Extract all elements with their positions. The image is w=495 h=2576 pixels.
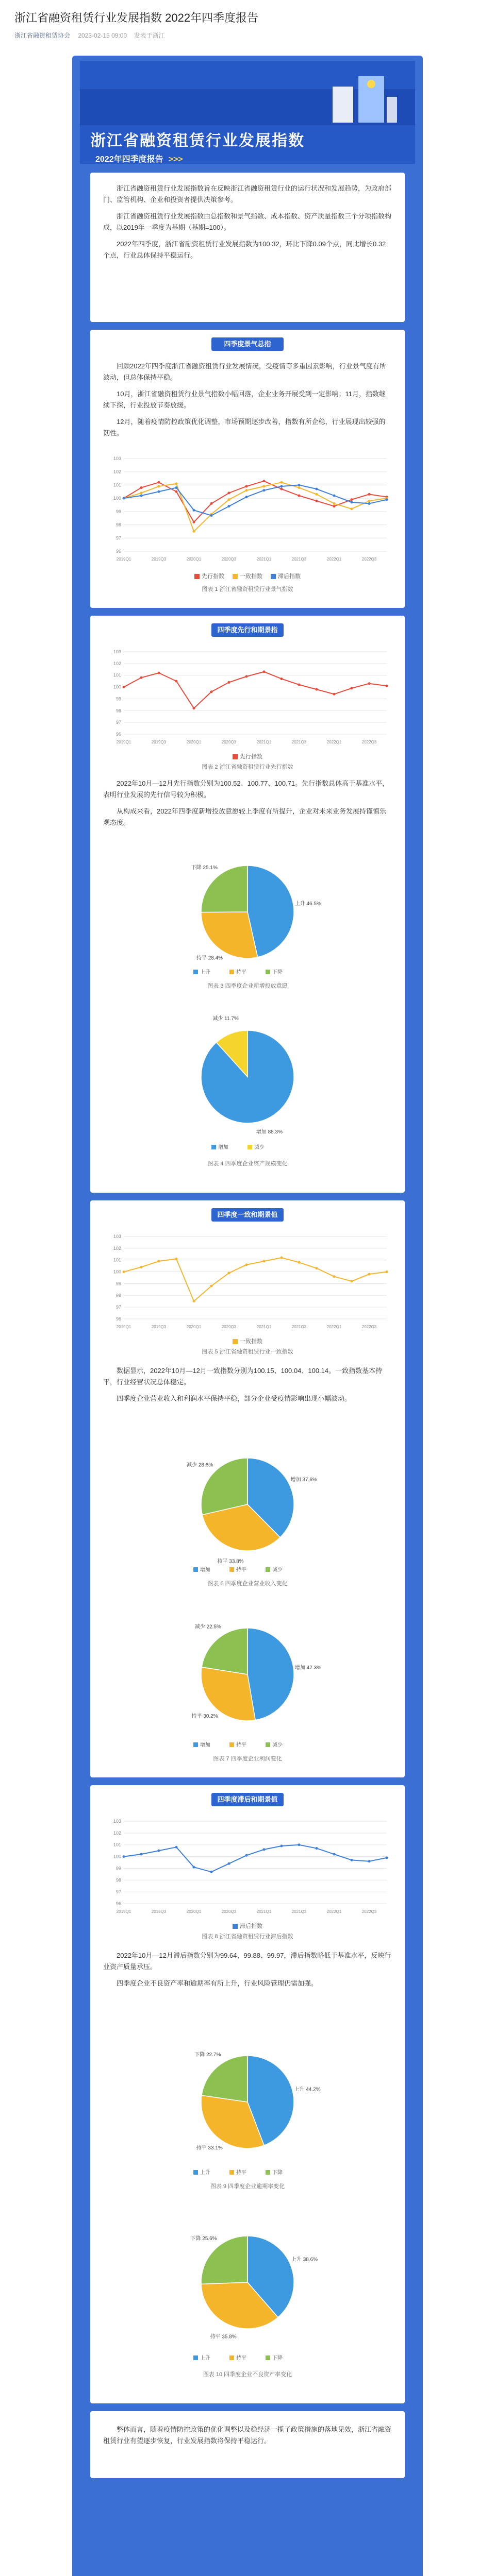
- data-point: [228, 1272, 230, 1274]
- article-meta: [14, 31, 170, 40]
- pie-data-label: 下降 22.7%: [194, 2052, 221, 2058]
- pie-data-label: 持平 33.1%: [196, 2145, 223, 2151]
- section2-text: [103, 778, 392, 834]
- x-tick-label: 2020Q1: [186, 557, 202, 562]
- data-point: [140, 676, 143, 679]
- hero-subtitle: [95, 152, 183, 164]
- data-point: [193, 521, 195, 523]
- legend-label: 先行指数: [240, 754, 262, 760]
- y-tick-label: 101: [113, 1842, 121, 1848]
- pie-data-label: 下降 25.6%: [190, 2236, 217, 2242]
- section3-paragraph: 数据显示，2022年10月—12月一致指数分别为100.15、100.04、100.14。一致指数基本持平，行业经营状况总体稳定。: [103, 1367, 383, 1386]
- x-tick-label: 2020Q3: [221, 557, 237, 562]
- y-tick-label: 98: [116, 522, 121, 528]
- legend-swatch: [266, 2170, 270, 2175]
- data-point: [193, 509, 195, 512]
- data-point: [316, 1267, 318, 1269]
- section2-paragraph: 2022年10月—12月先行指数分别为100.52、100.77、100.71。先行指数总体高于基准水平，表明行业发展的先行信号较为积极。: [103, 779, 389, 799]
- y-tick-label: 103: [113, 649, 121, 654]
- pie4-caption: 图表 7 四季度企业利润变化: [213, 1756, 282, 1762]
- data-point: [368, 1860, 371, 1862]
- y-tick-label: 103: [113, 456, 121, 461]
- y-tick-label: 96: [116, 1901, 121, 1906]
- x-tick-label: 2021Q3: [291, 557, 307, 562]
- section3-paragraph: 四季度企业营业收入和利润水平保持平稳，部分企业受疫情影响出现小幅波动。: [117, 1395, 352, 1402]
- x-tick-label: 2019Q1: [116, 1325, 131, 1329]
- y-tick-label: 102: [113, 660, 121, 666]
- legend-label: 下降: [272, 2170, 283, 2176]
- pie-revenue: [103, 1443, 392, 1577]
- data-point: [351, 507, 353, 510]
- legend-swatch: [248, 1145, 252, 1149]
- y-tick-label: 102: [113, 1830, 121, 1836]
- chart3-legend: [103, 1337, 392, 1345]
- section2-paragraph: 从构成来看，2022年四季度新增投放意愿较上季度有所提升，企业对未来业务发展持谨慎乐观态度。: [103, 807, 386, 826]
- data-point: [280, 1845, 283, 1848]
- series-line: [124, 1258, 387, 1301]
- data-point: [140, 1853, 143, 1856]
- x-tick-label: 2020Q1: [186, 1909, 202, 1914]
- x-tick-label: 2020Q1: [186, 1325, 202, 1329]
- legend-label: 滞后指数: [240, 1923, 262, 1929]
- data-point: [140, 492, 143, 494]
- data-point: [386, 498, 388, 501]
- data-point: [123, 686, 125, 688]
- x-tick-label: 2019Q3: [151, 1325, 167, 1329]
- pie2-caption: 图表 4 四季度企业资产规模变化: [207, 1161, 288, 1167]
- legend-swatch: [233, 574, 238, 579]
- chart-composite-index: [103, 453, 392, 567]
- data-point: [123, 1270, 125, 1273]
- data-point: [298, 484, 301, 486]
- y-tick-label: 97: [116, 1889, 121, 1895]
- legend-label: 滞后指数: [278, 573, 301, 580]
- data-point: [228, 505, 230, 507]
- x-tick-label: 2022Q1: [326, 1325, 342, 1329]
- pie-asset-scale: [103, 1010, 392, 1154]
- pie5-caption: 图表 9 四季度企业逾期率变化: [210, 2183, 285, 2190]
- data-point: [368, 1273, 371, 1276]
- data-point: [316, 688, 318, 691]
- x-tick-label: 2019Q3: [151, 740, 167, 744]
- data-point: [386, 1856, 388, 1859]
- data-point: [210, 690, 213, 693]
- data-point: [123, 497, 125, 500]
- pie-data-label: 持平 35.8%: [210, 2334, 237, 2340]
- data-point: [210, 1285, 213, 1287]
- x-tick-label: 2019Q3: [151, 1909, 167, 1914]
- data-point: [298, 486, 301, 489]
- data-point: [298, 1843, 301, 1846]
- y-tick-label: 96: [116, 1316, 121, 1321]
- x-tick-label: 2022Q1: [326, 1909, 342, 1914]
- data-point: [333, 505, 336, 507]
- section4-paragraph: 四季度企业不良资产率和逾期率有所上升，行业风险管理仍需加强。: [117, 1979, 318, 1987]
- data-point: [228, 498, 230, 501]
- legend-swatch: [229, 1567, 234, 1572]
- legend-label: 上升: [200, 970, 210, 975]
- y-tick-label: 96: [116, 549, 121, 554]
- pie-overdue-rate: [103, 2035, 392, 2179]
- data-point: [368, 500, 371, 502]
- legend-label: 上升: [200, 2170, 210, 2176]
- pie-data-label: 上升 46.5%: [294, 901, 321, 907]
- data-point: [158, 672, 160, 674]
- data-point: [210, 502, 213, 505]
- y-tick-label: 98: [116, 1293, 121, 1298]
- pie-slice: [202, 1628, 248, 1674]
- pie-slice: [248, 1628, 294, 1720]
- y-tick-label: 98: [116, 1877, 121, 1883]
- legend-swatch: [194, 574, 200, 579]
- legend-swatch: [233, 1339, 238, 1344]
- y-tick-label: 100: [113, 1269, 121, 1275]
- legend-label: 持平: [236, 2170, 246, 2176]
- x-tick-label: 2021Q1: [256, 740, 272, 744]
- data-point: [193, 1866, 195, 1869]
- legend-label: 增加: [200, 1742, 210, 1748]
- data-point: [263, 1848, 266, 1851]
- section1-paragraph: 10月，浙江省融资租赁行业景气指数小幅回落，企业业务开展受到一定影响；11月，指数继续下探，行业投放节奏放缓。: [103, 390, 386, 409]
- intro-paragraph: 浙江省融资租赁行业发展指数由总指数和景气指数、成本指数、资产质量指数三个分项指数构成，以2019年一季度为基期（基期=100）。: [103, 212, 392, 231]
- legend-item: [233, 1337, 262, 1345]
- y-tick-label: 100: [113, 496, 121, 501]
- data-point: [175, 482, 178, 485]
- chart4-legend: [103, 1922, 392, 1930]
- y-tick-label: 99: [116, 1281, 121, 1286]
- x-tick-label: 2022Q3: [361, 1325, 377, 1329]
- data-point: [228, 1862, 230, 1865]
- pie-slice: [201, 1667, 255, 1721]
- legend-label: 减少: [254, 1145, 265, 1150]
- data-point: [386, 685, 388, 687]
- pie-data-label: 持平 28.4%: [196, 955, 223, 961]
- data-point: [210, 1871, 213, 1873]
- hero-subtitle-text: 2022年四季度报告: [95, 155, 163, 164]
- x-tick-label: 2021Q3: [291, 1909, 307, 1914]
- data-point: [316, 493, 318, 496]
- series-line: [124, 482, 387, 531]
- data-point: [228, 681, 230, 684]
- data-point: [140, 1266, 143, 1268]
- data-point: [316, 500, 318, 502]
- legend-label: 下降: [272, 2355, 283, 2361]
- x-tick-label: 2020Q3: [221, 1909, 237, 1914]
- pie-data-label: 持平 30.2%: [191, 1713, 218, 1719]
- chart-lagging-index: [103, 1816, 392, 1919]
- data-point: [280, 481, 283, 484]
- legend-label: 先行指数: [202, 573, 224, 580]
- legend-swatch: [271, 574, 276, 579]
- chart4-caption: 图表 8 浙江省融资租赁行业滞后指数: [202, 1934, 293, 1940]
- pie-slice: [202, 2056, 248, 2102]
- legend-swatch: [233, 1924, 238, 1929]
- x-tick-label: 2022Q3: [361, 740, 377, 744]
- hero-title: 浙江省融资租赁行业发展指数: [90, 132, 305, 149]
- data-point: [245, 1854, 248, 1857]
- conclusion-paragraph: 整体而言，随着疫情防控政策的优化调整以及稳经济一揽子政策措施的落地见效，浙江省融资租赁行业有望逐步恢复，行业发展指数将保持平稳运行。: [103, 2426, 392, 2445]
- pie-data-label: 持平 33.8%: [217, 1558, 244, 1565]
- x-tick-label: 2019Q1: [116, 1909, 131, 1914]
- chart1-caption: 图表 1 浙江省融资租赁行业景气指数: [202, 586, 293, 592]
- data-point: [351, 498, 353, 501]
- pie-npl-rate: [103, 2210, 392, 2365]
- x-tick-label: 2021Q1: [256, 1325, 272, 1329]
- pie-data-label: 增加 88.3%: [256, 1129, 283, 1136]
- legend-swatch: [193, 2355, 198, 2360]
- legend-swatch: [266, 2355, 270, 2360]
- legend-item: [194, 572, 224, 580]
- x-tick-label: 2022Q3: [361, 1909, 377, 1914]
- hero-banner: [80, 61, 415, 164]
- pie-new-investment: [103, 855, 392, 979]
- y-tick-label: 100: [113, 1854, 121, 1859]
- chart-coincident-index: [103, 1231, 392, 1334]
- pie3-caption: 图表 6 四季度企业营业收入变化: [207, 1581, 288, 1587]
- section1-text: [103, 361, 392, 444]
- chart3-caption: 图表 5 浙江省融资租赁行业一致指数: [202, 1349, 293, 1355]
- x-tick-label: 2021Q1: [256, 557, 272, 562]
- data-point: [333, 693, 336, 696]
- data-point: [193, 707, 195, 709]
- legend-swatch: [229, 2355, 234, 2360]
- data-point: [333, 1275, 336, 1278]
- data-point: [298, 684, 301, 686]
- building-illustration-icon: [327, 71, 400, 128]
- x-tick-label: 2021Q3: [291, 740, 307, 744]
- y-tick-label: 99: [116, 509, 121, 514]
- data-point: [245, 496, 248, 498]
- data-point: [316, 1847, 318, 1850]
- data-point: [245, 489, 248, 492]
- data-point: [298, 495, 301, 497]
- y-tick-label: 102: [113, 1245, 121, 1251]
- data-point: [140, 495, 143, 497]
- series-line: [124, 481, 387, 522]
- account-name-link[interactable]: 浙江省融资租赁协会: [14, 32, 71, 39]
- y-tick-label: 103: [113, 1819, 121, 1824]
- hero-arrows: >>>: [168, 155, 183, 164]
- data-point: [140, 486, 143, 489]
- pie-data-label: 增加 37.6%: [290, 1477, 317, 1483]
- section4-paragraph: 2022年10月—12月滞后指数分别为99.64、99.88、99.97，滞后指数略低于基准水平，反映行业资产质量承压。: [103, 1952, 391, 1971]
- data-point: [123, 1855, 125, 1858]
- legend-swatch: [266, 1742, 270, 1747]
- legend-swatch: [211, 1145, 216, 1149]
- data-point: [298, 1261, 301, 1264]
- data-point: [263, 485, 266, 488]
- data-point: [245, 1263, 248, 1266]
- data-point: [316, 488, 318, 490]
- conclusion-text: [103, 2424, 392, 2452]
- chart2-legend: [103, 752, 392, 760]
- data-point: [263, 1260, 266, 1263]
- data-point: [386, 1270, 388, 1273]
- legend-swatch: [229, 970, 234, 974]
- data-point: [228, 492, 230, 494]
- y-tick-label: 101: [113, 672, 121, 678]
- y-tick-label: 97: [116, 1304, 121, 1310]
- legend-label: 减少: [272, 1742, 283, 1748]
- x-tick-label: 2020Q1: [186, 740, 202, 744]
- section3-text: [103, 1365, 392, 1410]
- x-tick-label: 2022Q3: [361, 557, 377, 562]
- x-tick-label: 2019Q1: [116, 740, 131, 744]
- legend-label: 增加: [218, 1145, 228, 1150]
- pie-data-label: 上升 38.6%: [291, 2257, 318, 2263]
- section2-badge: 四季度先行和期景指: [211, 623, 284, 637]
- x-tick-label: 2019Q3: [151, 557, 167, 562]
- data-point: [175, 1846, 178, 1849]
- series-line: [124, 485, 387, 515]
- pie6-caption: 图表 10 四季度企业不良资产率变化: [203, 2371, 292, 2378]
- data-point: [263, 489, 266, 492]
- legend-label: 持平: [236, 1742, 246, 1748]
- y-tick-label: 101: [113, 1257, 121, 1263]
- legend-swatch: [266, 970, 270, 974]
- data-point: [351, 501, 353, 503]
- y-tick-label: 97: [116, 720, 121, 725]
- data-point: [158, 490, 160, 493]
- legend-item: [233, 752, 262, 760]
- legend-swatch: [229, 1742, 234, 1747]
- x-tick-label: 2021Q3: [291, 1325, 307, 1329]
- data-point: [210, 514, 213, 517]
- intro-paragraph: 浙江省融资租赁行业发展指数旨在反映浙江省融资租赁行业的运行状况和发展趋势，为政府部门、监管机构、企业和投资者提供决策参考。: [103, 184, 392, 204]
- section4-badge: 四季度滞后和期景值: [211, 1793, 284, 1806]
- pie-slice: [201, 866, 248, 912]
- legend-item: [271, 572, 301, 580]
- pie1-caption: 图表 3 四季度企业新增投放意愿: [207, 983, 288, 989]
- legend-swatch: [193, 970, 198, 974]
- legend-swatch: [193, 1742, 198, 1747]
- legend-swatch: [266, 1567, 270, 1572]
- data-point: [333, 495, 336, 497]
- data-point: [175, 490, 178, 493]
- legend-label: 下降: [272, 970, 283, 975]
- chart1-legend: [103, 572, 392, 580]
- x-tick-label: 2022Q1: [326, 557, 342, 562]
- chart-leading-index: [103, 647, 392, 750]
- legend-label: 一致指数: [240, 573, 262, 580]
- data-point: [193, 1300, 195, 1302]
- legend-swatch: [193, 2170, 198, 2175]
- legend-label: 持平: [236, 2355, 246, 2361]
- data-point: [263, 480, 266, 482]
- section1-badge: 四季度景气总指: [211, 337, 284, 351]
- y-tick-label: 98: [116, 708, 121, 714]
- x-tick-label: 2020Q3: [221, 1325, 237, 1329]
- legend-swatch: [233, 754, 238, 759]
- data-point: [351, 1859, 353, 1861]
- data-point: [280, 1257, 283, 1259]
- data-point: [175, 1258, 178, 1260]
- data-point: [368, 502, 371, 505]
- data-point: [158, 1260, 160, 1263]
- y-tick-label: 99: [116, 1866, 121, 1871]
- pie-data-label: 减少 11.7%: [212, 1015, 239, 1022]
- data-point: [263, 670, 266, 673]
- y-tick-label: 100: [113, 684, 121, 690]
- legend-label: 上升: [200, 2355, 210, 2361]
- data-point: [175, 680, 178, 683]
- pie-data-label: 下降 25.1%: [191, 865, 218, 871]
- pie-data-label: 增加 47.3%: [295, 1665, 322, 1671]
- legend-label: 持平: [236, 970, 246, 975]
- data-point: [368, 493, 371, 496]
- legend-swatch: [229, 2170, 234, 2175]
- data-point: [193, 530, 195, 533]
- publish-date: 2023-02-15 09:00: [78, 32, 127, 39]
- data-point: [351, 1280, 353, 1282]
- pie-data-label: 减少 28.6%: [187, 1462, 213, 1468]
- x-tick-label: 2019Q1: [116, 557, 131, 562]
- data-point: [368, 682, 371, 685]
- section1-paragraph: 回顾2022年四季度浙江省融资租赁行业发展情况，受疫情等多重因素影响，行业景气度有所波动，但总体保持平稳。: [103, 362, 386, 381]
- article-title: 浙江省融资租赁行业发展指数 2022年四季度报告: [14, 11, 259, 24]
- chart2-caption: 图表 2 浙江省融资租赁行业先行指数: [202, 764, 293, 770]
- intro-text: [103, 183, 392, 266]
- x-tick-label: 2020Q3: [221, 740, 237, 744]
- pie-data-label: 减少 22.5%: [194, 1624, 221, 1630]
- data-point: [280, 488, 283, 490]
- y-tick-label: 99: [116, 696, 121, 702]
- data-point: [245, 675, 248, 678]
- section4-text: [103, 1950, 392, 1994]
- x-tick-label: 2021Q1: [256, 1909, 272, 1914]
- legend-label: 持平: [236, 1567, 246, 1573]
- y-tick-label: 102: [113, 469, 121, 474]
- legend-swatch: [193, 1567, 198, 1572]
- pie-profit: [103, 1607, 392, 1752]
- series-line: [124, 672, 387, 708]
- y-tick-label: 101: [113, 482, 121, 488]
- pie-slice: [201, 2236, 248, 2284]
- data-point: [175, 486, 178, 489]
- data-point: [158, 485, 160, 488]
- series-line: [124, 1845, 387, 1872]
- y-tick-label: 103: [113, 1234, 121, 1239]
- legend-label: 减少: [272, 1567, 283, 1573]
- data-point: [158, 1850, 160, 1852]
- data-point: [351, 687, 353, 689]
- publish-location: 发表于浙江: [134, 32, 165, 39]
- pie-slice: [201, 912, 258, 958]
- legend-item: [233, 1922, 262, 1930]
- data-point: [333, 1853, 336, 1856]
- data-point: [158, 481, 160, 484]
- data-point: [280, 677, 283, 680]
- data-point: [333, 502, 336, 505]
- y-tick-label: 96: [116, 732, 121, 737]
- data-point: [280, 485, 283, 488]
- section3-badge: 四季度一致和期景值: [211, 1208, 284, 1222]
- intro-paragraph: 2022年四季度，浙江省融资租赁行业发展指数为100.32，环比下降0.09个点，同比增长0.32个点，行业总体保持平稳运行。: [103, 240, 386, 259]
- legend-label: 一致指数: [240, 1338, 262, 1345]
- pie-data-label: 上升 44.2%: [294, 2087, 321, 2093]
- legend-item: [233, 572, 262, 580]
- x-tick-label: 2022Q1: [326, 740, 342, 744]
- legend-label: 增加: [200, 1567, 210, 1573]
- data-point: [245, 485, 248, 488]
- y-tick-label: 97: [116, 535, 121, 541]
- section1-paragraph: 12月，随着疫情防控政策优化调整，市场预期逐步改善，指数有所企稳，行业展现出较强的韧性。: [103, 418, 386, 437]
